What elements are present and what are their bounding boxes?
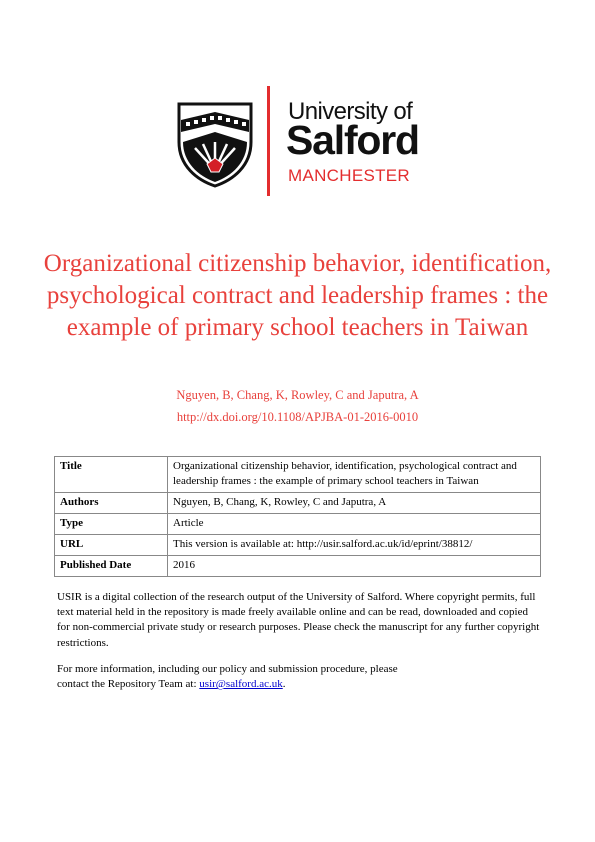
table-key: Title	[55, 457, 168, 493]
contact-line-1: For more information, including our policy and submission procedure, please	[57, 663, 398, 675]
metadata-table	[54, 456, 541, 577]
contact-paragraph	[57, 662, 542, 692]
table-row	[55, 556, 541, 577]
repository-description: USIR is a digital collection of the research output of the University of Salford. Where copyright permits, full text material held in the repository is made freely available online and can be read, downloaded and copied for non-commercial private study or research purposes. Please check the manuscript for any further copyright restrictions.	[57, 591, 540, 649]
contact-line-end: .	[282, 678, 286, 691]
contact-line-2: contact the Repository Team at:	[57, 678, 200, 691]
table-row	[55, 514, 541, 535]
table-key: Published Date	[55, 556, 168, 577]
table-key: URL	[55, 535, 168, 556]
paper-authors: Nguyen, B, Chang, K, Rowley, C and Japutra, A	[176, 388, 419, 402]
logo-salford: Salford	[286, 117, 419, 163]
table-row	[55, 493, 541, 514]
logo-manchester: MANCHESTER	[288, 166, 411, 185]
logo-university-of: University of	[288, 98, 413, 125]
table-row	[55, 535, 541, 556]
contact-email-link[interactable]: usir@salford.ac.uk	[199, 678, 283, 691]
university-logo	[175, 86, 425, 200]
table-row	[55, 457, 541, 493]
table-key: Type	[55, 514, 168, 535]
table-value-url[interactable]: This version is available at: http://usir.salford.ac.uk/id/eprint/38812/	[168, 535, 541, 556]
logo-divider	[267, 86, 270, 196]
table-value: Organizational citizenship behavior, identification, psychological contract and leadership frames : the example of primary school teachers in Taiwan	[168, 457, 541, 493]
paper-title: Organizational citizenship behavior, identification, psychological contract and leadership frames : the example of primary school teachers in Taiwan	[43, 250, 552, 341]
table-value: 2016	[168, 556, 541, 577]
table-value: Nguyen, B, Chang, K, Rowley, C and Japutra, A	[168, 493, 541, 514]
table-value: Article	[168, 514, 541, 535]
table-key: Authors	[55, 493, 168, 514]
university-crest-icon	[177, 102, 253, 188]
paper-doi-link[interactable]: http://dx.doi.org/10.1108/APJBA-01-2016-0010	[176, 410, 419, 424]
